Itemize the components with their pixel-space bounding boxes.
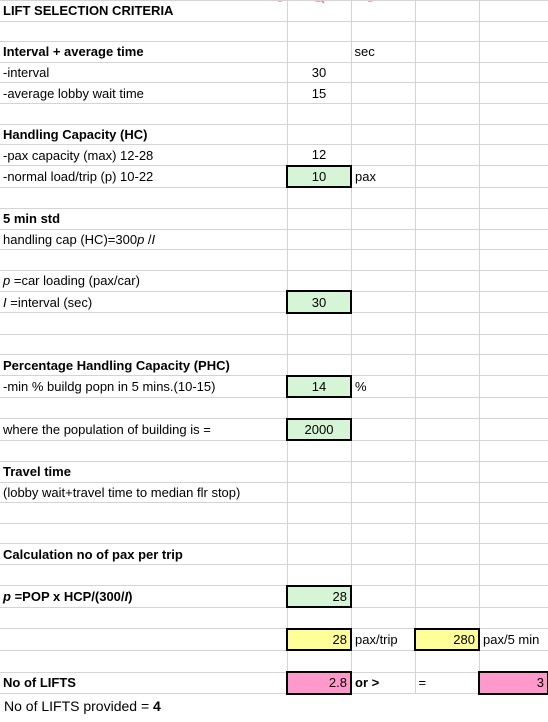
- grid-cell[interactable]: [479, 62, 548, 83]
- grid-cell[interactable]: [479, 187, 548, 208]
- grid-cell[interactable]: [351, 544, 415, 565]
- lifts-value-cell[interactable]: 2.8: [287, 672, 351, 694]
- pax-capacity-cell[interactable]: 12: [287, 145, 351, 166]
- grid-cell[interactable]: [287, 440, 351, 461]
- grid-cell[interactable]: [351, 607, 415, 629]
- grid-cell[interactable]: [415, 291, 479, 313]
- lifts-or-text: or >: [351, 672, 415, 694]
- grid-cell[interactable]: [479, 21, 548, 42]
- wait-value-cell[interactable]: 15: [287, 83, 351, 104]
- grid-cell[interactable]: [287, 397, 351, 419]
- grid-cell[interactable]: [351, 1, 415, 22]
- grid-cell[interactable]: [415, 270, 479, 291]
- grid-cell[interactable]: [351, 187, 415, 208]
- grid-cell[interactable]: [287, 355, 351, 376]
- pax-per-trip-cell[interactable]: 28: [287, 629, 351, 651]
- grid-cell[interactable]: [479, 270, 548, 291]
- grid-cell[interactable]: [351, 313, 415, 334]
- grid-cell[interactable]: [479, 586, 548, 608]
- i-definition: I =interval (sec): [0, 291, 287, 313]
- wait-label: -average lobby wait time: [0, 83, 287, 104]
- grid-cell[interactable]: [415, 229, 479, 250]
- grid-cell[interactable]: [351, 21, 415, 42]
- grid-cell[interactable]: [351, 270, 415, 291]
- grid-cell[interactable]: [415, 419, 479, 441]
- grid-cell[interactable]: [0, 313, 287, 334]
- lifts-rounded-cell[interactable]: 3: [479, 672, 548, 694]
- grid-cell[interactable]: [0, 503, 287, 524]
- grid-cell[interactable]: [351, 503, 415, 524]
- grid-cell[interactable]: [287, 334, 351, 355]
- grid-cell[interactable]: [351, 291, 415, 313]
- grid-cell[interactable]: [479, 462, 548, 483]
- hc-formula: handling cap (HC)=300p /I: [0, 229, 287, 250]
- pax-per-5min-unit: pax/5 min: [479, 629, 548, 651]
- calc-formula: p =POP x HCP/(300/I): [0, 586, 287, 608]
- grid-cell[interactable]: [351, 62, 415, 83]
- grid-cell[interactable]: [479, 166, 548, 188]
- grid-cell[interactable]: [287, 544, 351, 565]
- grid-cell[interactable]: [479, 419, 548, 441]
- grid-cell[interactable]: [351, 208, 415, 229]
- grid-cell[interactable]: [351, 565, 415, 586]
- lifts-label: No of LIFTS: [0, 672, 287, 694]
- hc-heading: Handling Capacity (HC): [0, 124, 287, 145]
- min-popn-label: -min % buildg popn in 5 mins.(10-15): [0, 376, 287, 398]
- p-result-cell[interactable]: 28: [287, 586, 351, 608]
- pax-per-5min-cell[interactable]: 280: [415, 629, 479, 651]
- grid-cell[interactable]: [415, 21, 479, 42]
- grid-cell[interactable]: [351, 250, 415, 271]
- grid-cell[interactable]: [0, 650, 287, 672]
- grid-cell[interactable]: [287, 313, 351, 334]
- min-popn-input-cell[interactable]: 14: [287, 376, 351, 398]
- grid-cell[interactable]: [479, 334, 548, 355]
- grid-cell[interactable]: [287, 21, 351, 42]
- grid-cell[interactable]: [0, 21, 287, 42]
- grid-cell[interactable]: [351, 83, 415, 104]
- grid-cell[interactable]: [479, 482, 548, 503]
- normal-load-label: -normal load/trip (p) 10-22: [0, 166, 287, 188]
- grid-cell[interactable]: [479, 145, 548, 166]
- grid-cell[interactable]: [479, 503, 548, 524]
- grid-cell[interactable]: [415, 397, 479, 419]
- grid-cell[interactable]: [287, 229, 351, 250]
- grid-cell[interactable]: [479, 250, 548, 271]
- grid-cell[interactable]: [479, 208, 548, 229]
- phc-heading: Percentage Handling Capacity (PHC): [0, 355, 287, 376]
- grid-cell[interactable]: [479, 376, 548, 398]
- travel-heading: Travel time: [0, 462, 287, 483]
- interval-unit: sec: [351, 42, 415, 63]
- interval-value-cell[interactable]: 30: [287, 62, 351, 83]
- grid-cell[interactable]: [287, 607, 351, 629]
- grid-cell[interactable]: [415, 187, 479, 208]
- grid-cell[interactable]: [287, 124, 351, 145]
- grid-cell[interactable]: [287, 270, 351, 291]
- grid-cell[interactable]: [415, 145, 479, 166]
- sheet-title: LIFT SELECTION CRITERIA: [0, 1, 287, 22]
- grid-cell[interactable]: [415, 334, 479, 355]
- lifts-provided-value: 4: [153, 698, 161, 714]
- grid-cell[interactable]: [479, 650, 548, 672]
- pax-per-trip-unit: pax/trip: [351, 629, 415, 651]
- interval-label: -interval: [0, 62, 287, 83]
- grid-cell[interactable]: [415, 376, 479, 398]
- grid-cell[interactable]: [415, 103, 479, 124]
- grid-cell[interactable]: [415, 503, 479, 524]
- normal-load-input-cell[interactable]: 10: [287, 166, 351, 188]
- grid-cell[interactable]: [415, 565, 479, 586]
- grid-cell[interactable]: [351, 523, 415, 544]
- grid-cell[interactable]: [479, 83, 548, 104]
- pax-capacity-label: -pax capacity (max) 12-28: [0, 145, 287, 166]
- grid-cell[interactable]: [479, 607, 548, 629]
- grid-cell[interactable]: [287, 42, 351, 63]
- grid-cell[interactable]: [0, 187, 287, 208]
- interval-heading: Interval + average time: [0, 42, 287, 63]
- grid-cell[interactable]: [415, 355, 479, 376]
- grid-cell[interactable]: [415, 586, 479, 608]
- min-popn-unit: %: [351, 376, 415, 398]
- grid-cell[interactable]: [351, 229, 415, 250]
- grid-cell[interactable]: [0, 250, 287, 271]
- grid-cell[interactable]: [0, 607, 287, 629]
- grid-cell[interactable]: [351, 440, 415, 461]
- grid-cell[interactable]: [479, 103, 548, 124]
- grid-cell[interactable]: [479, 124, 548, 145]
- calc-heading: Calculation no of pax per trip: [0, 544, 287, 565]
- grid-cell[interactable]: [287, 250, 351, 271]
- grid-cell[interactable]: [415, 607, 479, 629]
- grid-cell[interactable]: [351, 103, 415, 124]
- grid-cell[interactable]: [287, 503, 351, 524]
- grid-cell[interactable]: [351, 355, 415, 376]
- grid-cell[interactable]: [287, 565, 351, 586]
- grid-cell[interactable]: [287, 187, 351, 208]
- population-label: where the population of building is =: [0, 419, 287, 441]
- grid-cell[interactable]: [0, 334, 287, 355]
- lifts-equals: =: [415, 672, 479, 694]
- row-title: [0, 1, 548, 22]
- grid-cell[interactable]: [415, 208, 479, 229]
- grid-cell[interactable]: [415, 313, 479, 334]
- grid-cell[interactable]: [415, 544, 479, 565]
- grid-cell[interactable]: [0, 440, 287, 461]
- grid-cell[interactable]: [351, 650, 415, 672]
- grid-cell[interactable]: [0, 397, 287, 419]
- grid-cell[interactable]: [415, 650, 479, 672]
- grid-cell[interactable]: [479, 544, 548, 565]
- grid-cell[interactable]: [0, 629, 287, 651]
- grid-cell[interactable]: [415, 166, 479, 188]
- grid-cell[interactable]: [415, 62, 479, 83]
- grid-cell[interactable]: [415, 482, 479, 503]
- grid-cell[interactable]: [351, 462, 415, 483]
- lifts-provided-note: No of LIFTS provided = 4: [4, 698, 161, 714]
- grid-cell[interactable]: [0, 565, 287, 586]
- p-definition: p =car loading (pax/car): [0, 270, 287, 291]
- grid-cell[interactable]: [287, 1, 351, 22]
- normal-load-unit: pax: [351, 166, 415, 188]
- grid-cell[interactable]: [287, 523, 351, 544]
- grid-cell[interactable]: [0, 103, 287, 124]
- grid-cell[interactable]: [351, 334, 415, 355]
- five-min-std-heading: 5 min std: [0, 208, 287, 229]
- grid-cell[interactable]: [415, 42, 479, 63]
- grid-cell[interactable]: [479, 440, 548, 461]
- grid-cell[interactable]: [415, 83, 479, 104]
- grid-cell[interactable]: [415, 440, 479, 461]
- grid-cell[interactable]: [351, 482, 415, 503]
- travel-desc: (lobby wait+travel time to median flr stop): [0, 482, 287, 503]
- grid-cell[interactable]: [351, 124, 415, 145]
- grid-cell[interactable]: [415, 523, 479, 544]
- grid-cell[interactable]: [479, 565, 548, 586]
- grid-cell[interactable]: [415, 1, 479, 22]
- grid-cell[interactable]: [479, 42, 548, 63]
- grid-cell[interactable]: [287, 462, 351, 483]
- grid-cell[interactable]: [415, 462, 479, 483]
- grid-cell[interactable]: [287, 103, 351, 124]
- grid-cell[interactable]: [351, 145, 415, 166]
- grid-cell[interactable]: [479, 1, 548, 22]
- grid-cell[interactable]: [415, 250, 479, 271]
- grid-cell[interactable]: [287, 208, 351, 229]
- grid-cell[interactable]: [479, 313, 548, 334]
- grid-cell[interactable]: [351, 397, 415, 419]
- grid-cell[interactable]: [479, 229, 548, 250]
- grid-cell[interactable]: [0, 523, 287, 544]
- grid-cell[interactable]: [479, 291, 548, 313]
- grid-cell[interactable]: [479, 355, 548, 376]
- population-input-cell[interactable]: 2000: [287, 419, 351, 441]
- grid-cell[interactable]: [415, 124, 479, 145]
- grid-cell[interactable]: [287, 650, 351, 672]
- grid-cell[interactable]: [351, 419, 415, 441]
- grid-cell[interactable]: [351, 586, 415, 608]
- interval-input-cell[interactable]: 30: [287, 291, 351, 313]
- grid-cell[interactable]: [479, 397, 548, 419]
- grid-cell[interactable]: [479, 523, 548, 544]
- grid-cell[interactable]: [287, 482, 351, 503]
